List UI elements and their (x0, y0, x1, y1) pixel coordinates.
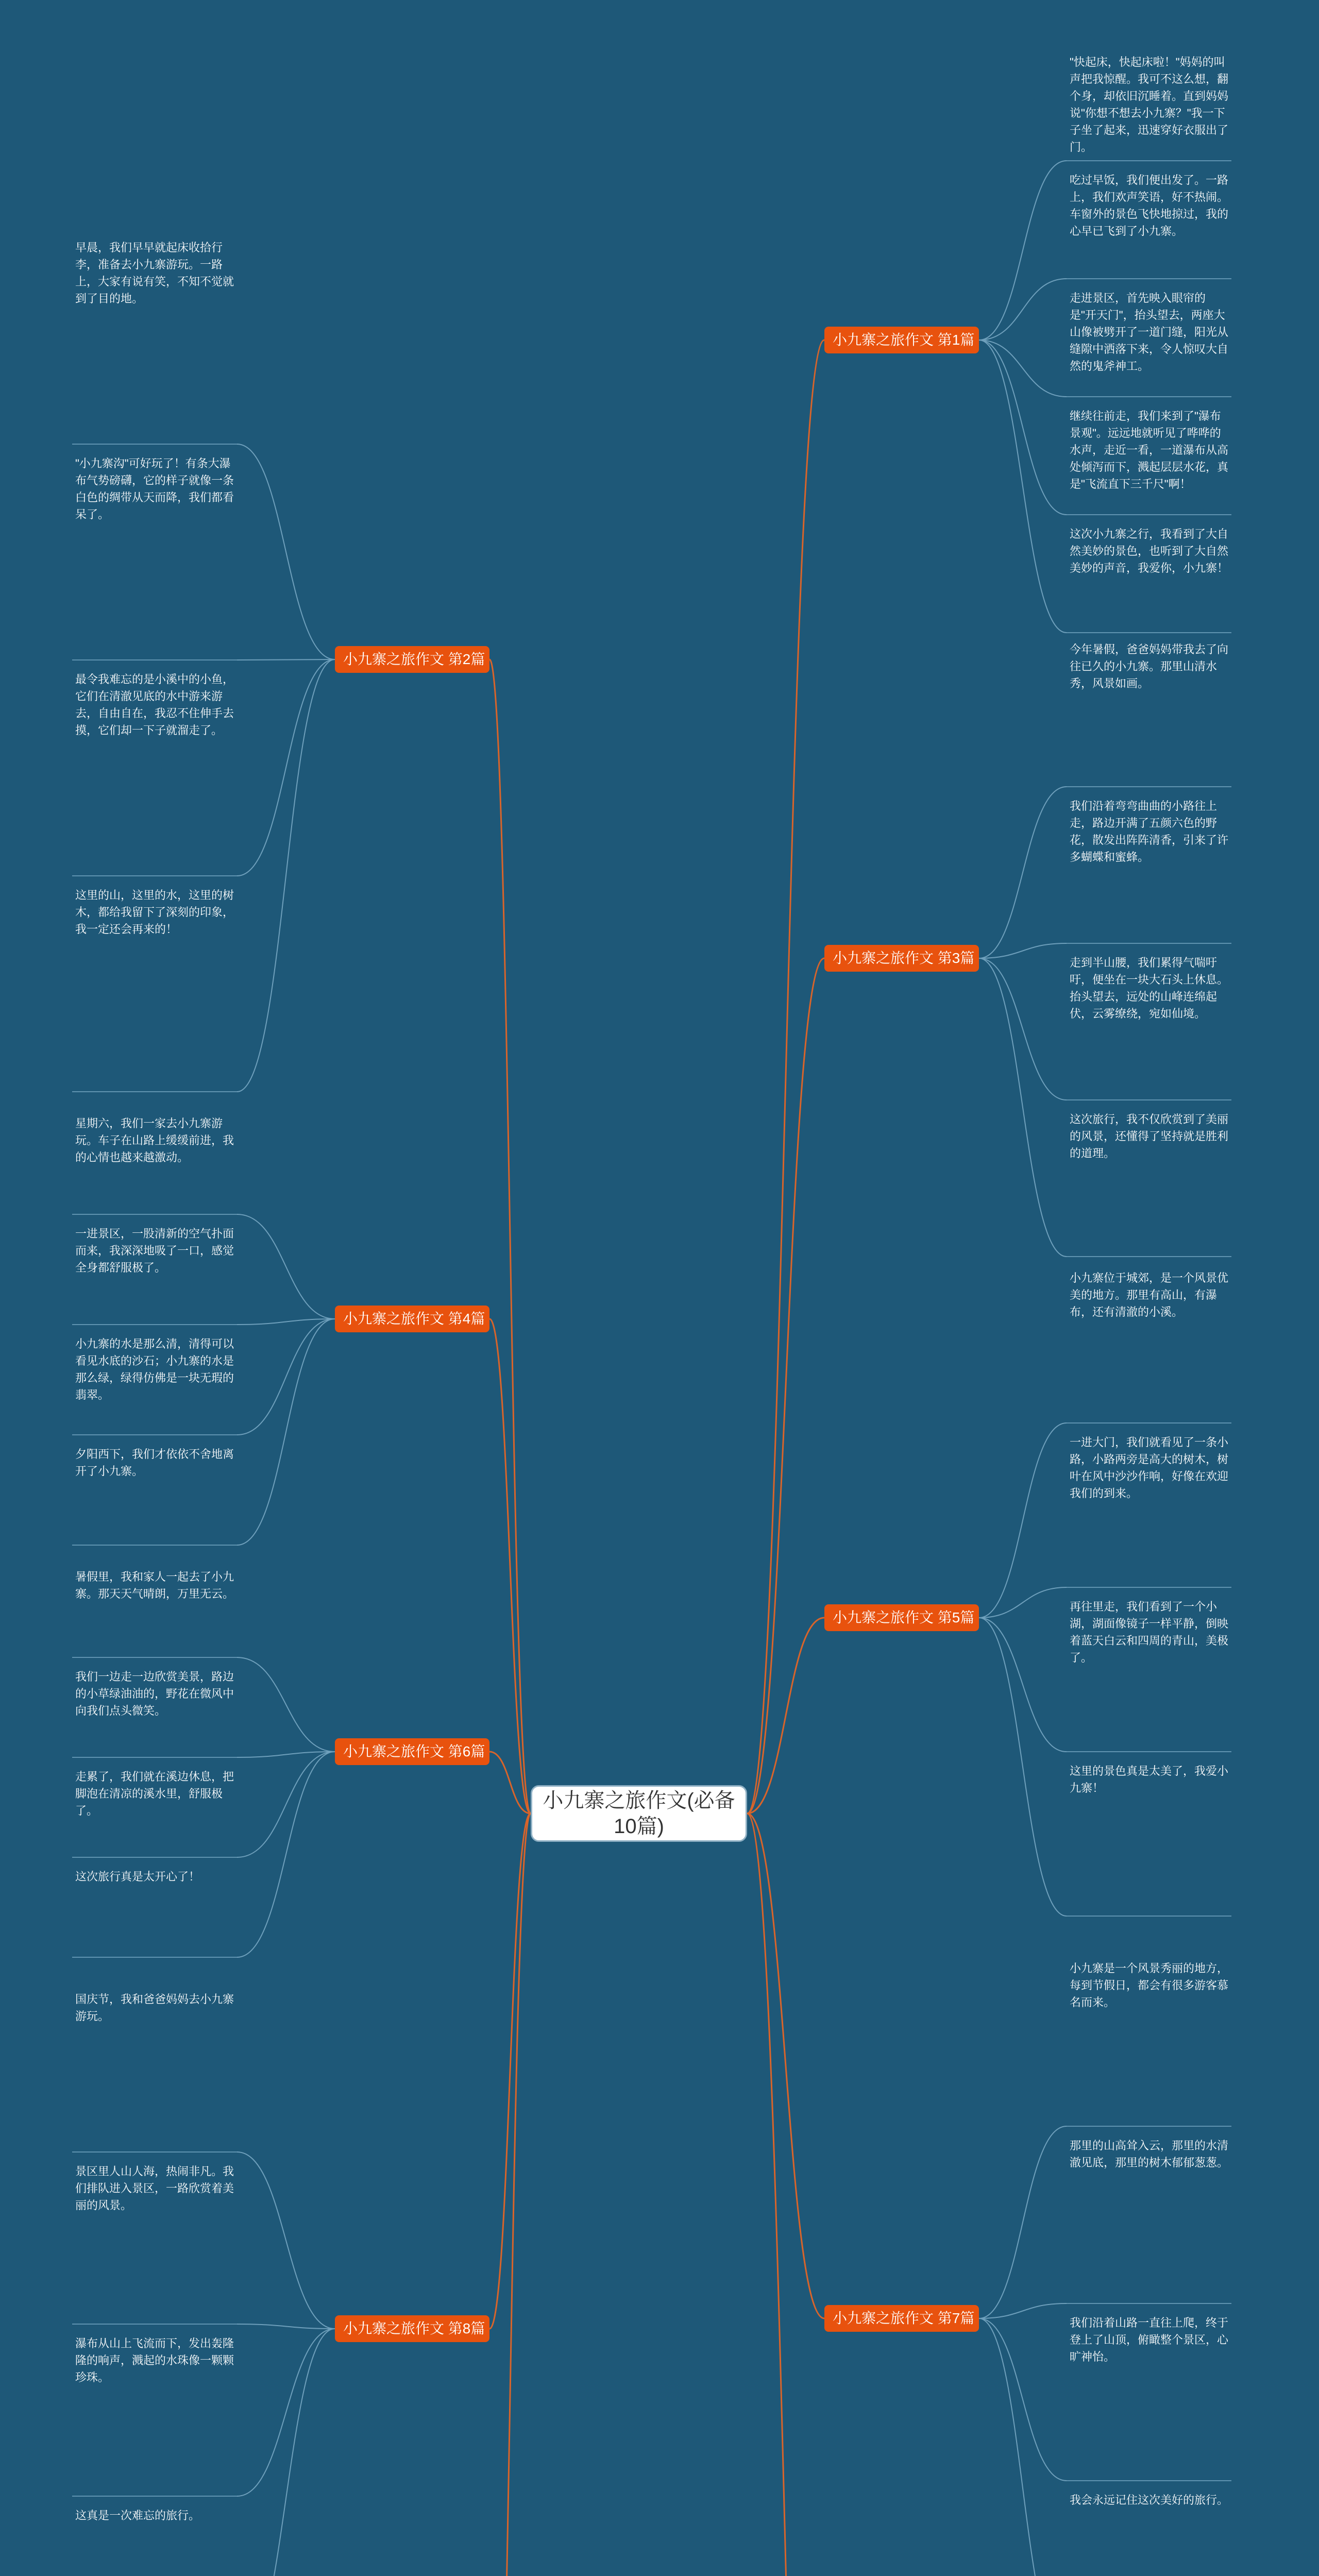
leaf-text-1-5[interactable]: 这次小九寨之行，我看到了大自然美妙的景色，也听到了大自然美妙的声音，我爱你，小九寨！ (1067, 523, 1231, 633)
leaf-text-6-1[interactable]: 暑假里，我和家人一起去了小九寨。那天天气晴朗，万里无云。 (72, 1566, 237, 1658)
leaf-text-2-4[interactable]: 这里的山，这里的水，这里的树木，都给我留下了深刻的印象，我一定还会再来的！ (72, 885, 237, 1092)
leaf-text-3-3[interactable]: 走到半山腰，我们累得气喘吁吁，便坐在一块大石头上休息。抬头望去，远处的山峰连绵起伏，云雾缭绕，宛如仙境。 (1067, 952, 1231, 1100)
leaf-text-6-3[interactable]: 走累了，我们就在溪边休息，把脚泡在清凉的溪水里，舒服极了。 (72, 1766, 237, 1858)
leaf-text-1-4[interactable]: 继续往前走，我们来到了"瀑布景观"。远远地就听见了哗哗的水声，走近一看，一道瀑布从高处倾泻而下，溅起层层水花，真是"飞流直下三千尺"啊！ (1067, 405, 1231, 515)
leaf-text-1-3[interactable]: 走进景区，首先映入眼帘的是"开天门"，抬头望去，两座大山像被劈开了一道门缝，阳光从缝隙中洒落下来，令人惊叹大自然的鬼斧神工。 (1067, 287, 1231, 397)
leaf-text-8-4[interactable]: 这真是一次难忘的旅行。 (72, 2505, 237, 2576)
leaf-text-6-2[interactable]: 我们一边走一边欣赏美景，路边的小草绿油油的，野花在微风中向我们点头微笑。 (72, 1666, 237, 1758)
leaf-text-5-2[interactable]: 一进大门，我们就看见了一条小路，小路两旁是高大的树木，树叶在风中沙沙作响，好像在欢迎我们的到来。 (1067, 1432, 1231, 1588)
root-node[interactable]: 小九寨之旅作文(必备10篇) (531, 1785, 747, 1842)
leaf-text-1-2[interactable]: 吃过早饭，我们便出发了。一路上，我们欢声笑语，好不热闹。车窗外的景色飞快地掠过，我的心早已飞到了小九寨。 (1067, 170, 1231, 279)
leaf-text-8-1[interactable]: 国庆节，我和爸爸妈妈去小九寨游玩。 (72, 1989, 237, 2153)
leaf-text-2-3[interactable]: 最令我难忘的是小溪中的小鱼，它们在清澈见底的水中游来游去，自由自在，我忍不住伸手去摸，它们却一下子就溜走了。 (72, 669, 237, 876)
leaf-text-5-3[interactable]: 再往里走，我们看到了一个小湖，湖面像镜子一样平静，倒映着蓝天白云和四周的青山，美极了。 (1067, 1596, 1231, 1752)
leaf-text-4-3[interactable]: 小九寨的水是那么清，清得可以看见水底的沙石；小九寨的水是那么绿，绿得仿佛是一块无瑕的翡翠。 (72, 1333, 237, 1435)
branch-node-6[interactable]: 小九寨之旅作文 第6篇 (335, 1738, 489, 1765)
leaf-text-4-2[interactable]: 一进景区，一股清新的空气扑面而来，我深深地吸了一口，感觉全身都舒服极了。 (72, 1223, 237, 1325)
branch-node-4[interactable]: 小九寨之旅作文 第4篇 (335, 1306, 489, 1332)
leaf-text-5-4[interactable]: 这里的景色真是太美了，我爱小九寨！ (1067, 1760, 1231, 1917)
branch-node-7[interactable]: 小九寨之旅作文 第7篇 (824, 2305, 979, 2332)
branch-node-5[interactable]: 小九寨之旅作文 第5篇 (824, 1604, 979, 1631)
leaf-text-8-2[interactable]: 景区里人山人海，热闹非凡。我们排队进入景区，一路欣赏着美丽的风景。 (72, 2161, 237, 2325)
leaf-text-7-4[interactable]: 我会永远记住这次美好的旅行。 (1067, 2489, 1231, 2576)
leaf-text-5-1[interactable]: 小九寨位于城郊，是一个风景优美的地方。那里有高山，有瀑布，还有清澈的小溪。 (1067, 1267, 1231, 1423)
leaf-text-7-1[interactable]: 小九寨是一个风景秀丽的地方，每到节假日，都会有很多游客慕名而来。 (1067, 1958, 1231, 2127)
branch-node-3[interactable]: 小九寨之旅作文 第3篇 (824, 945, 979, 972)
leaf-text-6-4[interactable]: 这次旅行真是太开心了！ (72, 1866, 237, 1958)
leaf-text-8-3[interactable]: 瀑布从山上飞流而下，发出轰隆隆的响声，溅起的水珠像一颗颗珍珠。 (72, 2333, 237, 2497)
leaf-text-3-2[interactable]: 我们沿着弯弯曲曲的小路往上走，路边开满了五颜六色的野花，散发出阵阵清香，引来了许多蝴蝶和蜜蜂。 (1067, 795, 1231, 944)
leaf-text-3-1[interactable]: 今年暑假，爸爸妈妈带我去了向往已久的小九寨。那里山清水秀，风景如画。 (1067, 639, 1231, 787)
branch-node-1[interactable]: 小九寨之旅作文 第1篇 (824, 327, 979, 353)
leaf-text-4-1[interactable]: 星期六，我们一家去小九寨游玩。车子在山路上缓缓前进，我的心情也越来越激动。 (72, 1113, 237, 1215)
branch-node-2[interactable]: 小九寨之旅作文 第2篇 (335, 646, 489, 673)
leaf-text-7-2[interactable]: 那里的山高耸入云，那里的水清澈见底，那里的树木郁郁葱葱。 (1067, 2135, 1231, 2304)
leaf-text-1-1[interactable]: "快起床，快起床啦！"妈妈的叫声把我惊醒。我可不这么想，翻个身，却依旧沉睡着。直到妈妈说"你想不想去小九寨？"我一下子坐了起来，迅速穿好衣服出了门。 (1067, 52, 1231, 161)
leaf-text-2-2[interactable]: "小九寨沟"可好玩了！有条大瀑布气势磅礴，它的样子就像一条白色的绸带从天而降，我们都看呆了。 (72, 453, 237, 660)
leaf-text-4-4[interactable]: 夕阳西下，我们才依依不舍地离开了小九寨。 (72, 1444, 237, 1546)
branch-node-8[interactable]: 小九寨之旅作文 第8篇 (335, 2315, 489, 2342)
leaf-text-3-4[interactable]: 这次旅行，我不仅欣赏到了美丽的风景，还懂得了坚持就是胜利的道理。 (1067, 1109, 1231, 1257)
leaf-text-2-1[interactable]: 早晨，我们早早就起床收拾行李，准备去小九寨游玩。一路上，大家有说有笑，不知不觉就到了目的地。 (72, 237, 237, 445)
leaf-text-7-3[interactable]: 我们沿着山路一直往上爬，终于登上了山顶，俯瞰整个景区，心旷神怡。 (1067, 2312, 1231, 2481)
